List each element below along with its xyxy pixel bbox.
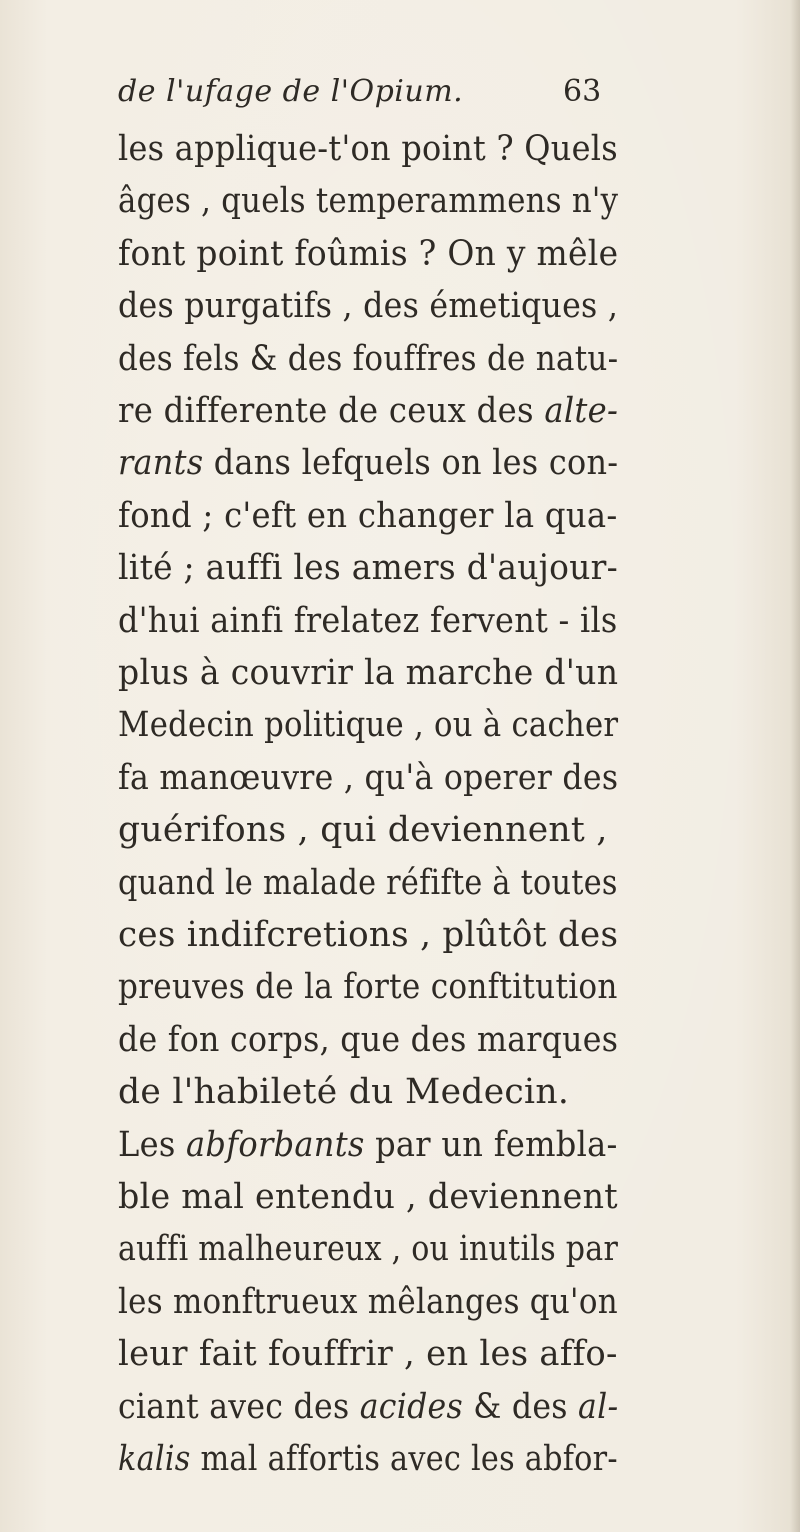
text-segment: ble mal entendu , deviennent bbox=[118, 1177, 618, 1217]
text-segment: les monftrueux mêlanges qu'on bbox=[118, 1281, 618, 1322]
italic-segment: acides bbox=[359, 1386, 463, 1427]
text-segment: ces indifcretions , plûtôt des bbox=[118, 915, 619, 955]
text-line bbox=[118, 285, 618, 327]
running-head-title: de l'ufage de l'Opium. bbox=[118, 74, 464, 109]
text-line bbox=[118, 704, 618, 746]
text-line bbox=[118, 652, 618, 694]
text-segment: quand le malade réfifte à toutes bbox=[118, 862, 618, 903]
text-segment: mal affortis avec les abfor- bbox=[190, 1439, 618, 1479]
text-segment: preuves de la forte conftitution bbox=[118, 967, 618, 1008]
text-segment: des purgatifs , des émetiques , bbox=[118, 286, 619, 327]
text-line bbox=[118, 1071, 569, 1113]
text-segment: & des bbox=[462, 1386, 579, 1427]
italic-segment: alte- bbox=[544, 391, 619, 431]
text-line bbox=[118, 966, 618, 1008]
text-segment: de fon corps, que des marques bbox=[118, 1019, 619, 1060]
text-line bbox=[118, 180, 618, 222]
text-segment: par un fembla- bbox=[364, 1124, 618, 1165]
text-segment: ciant avec des bbox=[118, 1386, 360, 1427]
text-segment: fa manœuvre , qu'à operer des bbox=[118, 757, 619, 798]
text-line bbox=[118, 128, 618, 170]
text-line bbox=[118, 1386, 618, 1428]
text-line bbox=[118, 600, 618, 642]
text-segment: auffi malheureux , ou inutils par bbox=[118, 1229, 619, 1270]
text-segment: d'hui ainfi frelatez fervent - ils bbox=[118, 600, 618, 641]
text-segment: de l'habileté du Medecin. bbox=[118, 1072, 570, 1113]
text-segment: plus à couvrir la marche d'un bbox=[118, 653, 619, 693]
text-segment: fond ; c'eft en changer la qua- bbox=[118, 495, 618, 536]
text-line bbox=[118, 862, 618, 904]
text-segment: âges , quels temperammens n'y bbox=[118, 181, 619, 222]
text-line bbox=[118, 1176, 618, 1218]
text-segment: Medecin politique , ou à cacher bbox=[118, 705, 619, 746]
text-segment: leur fait fouffrir , en les affo- bbox=[118, 1334, 618, 1375]
running-head bbox=[118, 74, 602, 114]
italic-segment: rants bbox=[118, 443, 204, 484]
text-segment: lité ; auffi les amers d'aujour- bbox=[118, 548, 619, 589]
text-segment: les applique-t'on point ? Quels bbox=[118, 129, 618, 169]
text-line bbox=[118, 442, 618, 484]
text-line bbox=[118, 757, 618, 799]
text-line bbox=[118, 1333, 618, 1375]
text-line bbox=[118, 1124, 618, 1166]
text-line bbox=[118, 495, 618, 537]
text-segment: Les bbox=[118, 1124, 187, 1165]
text-segment: re differente de ceux des bbox=[118, 391, 545, 431]
text-line bbox=[118, 809, 608, 851]
text-line bbox=[118, 547, 618, 589]
italic-segment: kalis bbox=[118, 1439, 191, 1479]
text-line bbox=[118, 233, 618, 275]
text-line bbox=[118, 1228, 618, 1270]
text-segment: font point foûmis ? On y mêle bbox=[118, 233, 619, 274]
text-line bbox=[118, 338, 618, 380]
text-segment: dans lefquels on les con- bbox=[203, 443, 619, 484]
text-segment: des fels & des fouffres de natu- bbox=[118, 338, 619, 379]
page-number: 63 bbox=[563, 74, 602, 109]
page-edge-shadow bbox=[790, 0, 800, 1532]
text-line bbox=[118, 1019, 618, 1061]
text-line bbox=[118, 1438, 618, 1480]
text-line bbox=[118, 1281, 618, 1323]
italic-segment: abforbants bbox=[186, 1124, 365, 1165]
italic-segment: al- bbox=[578, 1386, 619, 1427]
text-line bbox=[118, 390, 618, 432]
text-line bbox=[118, 914, 618, 956]
text-segment: guérifons , qui deviennent , bbox=[118, 810, 608, 851]
